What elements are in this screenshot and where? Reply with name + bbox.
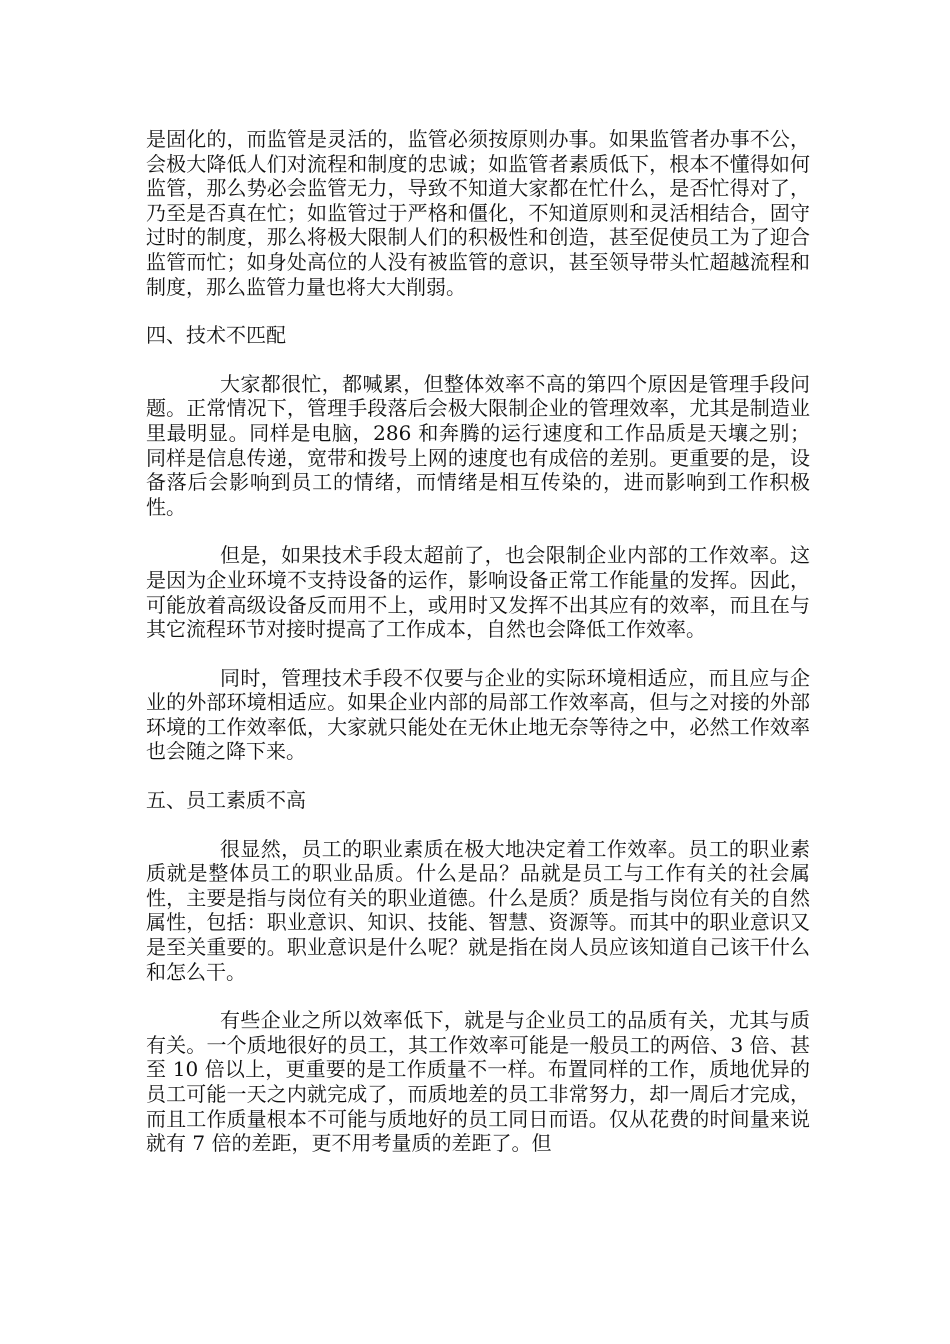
paragraph: 大家都很忙，都喊累，但整体效率不高的第四个原因是管理手段问题。正常情况下，管理手段落后会极大限制企业的管理效率，尤其是制造业里最明显。同样是电脑，286 和奔腾的运行速度和工作品质是天壤之别；同样是信息传递，宽带和拨号上网的速度也有成倍的差别。更重要的是，设备落后会影响到员工的情绪，而情绪是相互传染的，进而影响到工作积极性。 [146,371,810,519]
section-heading: 五、员工素质不高 [146,788,306,813]
paragraph: 是固化的，而监管是灵活的，监管必须按原则办事。如果监管者办事不公，会极大降低人们对流程和制度的忠诚；如监管者素质低下，根本不懂得如何监管，那么势必会监管无力，导致不知道大家都在忙什么，是否忙得对了，乃至是否真在忙；如监管过于严格和僵化，不知道原则和灵活相结合，固守过时的制度，那么将极大限制人们的积极性和创造，甚至促使员工为了迎合监管而忙；如身处高位的人没有被监管的意识，甚至领导带头忙超越流程和制度，那么监管力量也将大大削弱。 [146,127,810,299]
section-heading: 四、技术不匹配 [146,323,286,348]
paragraph: 同时，管理技术手段不仅要与企业的实际环境相适应，而且应与企业的外部环境相适应。如果企业内部的局部工作效率高，但与之对接的外部环境的工作效率低，大家就只能处在无休止地无奈等待之中，必然工作效率也会随之降下来。 [146,665,810,764]
paragraph: 但是，如果技术手段太超前了，也会限制企业内部的工作效率。这是因为企业环境不支持设备的运作，影响设备正常工作能量的发挥。因此，可能放着高级设备反而用不上，或用时又发挥不出其应有的效率，而且在与其它流程环节对接时提高了工作成本，自然也会降低工作效率。 [146,543,810,642]
paragraph: 很显然，员工的职业素质在极大地决定着工作效率。员工的职业素质就是整体员工的职业品质。什么是品？品就是员工与工作有关的社会属性，主要是指与岗位有关的职业道德。什么是质？质是指与岗位有关的自然属性，包括：职业意识、知识、技能、智慧、资源等。而其中的职业意识又是至关重要的。职业意识是什么呢？就是指在岗人员应该知道自己该干什么和怎么干。 [146,836,810,984]
paragraph: 有些企业之所以效率低下，就是与企业员工的品质有关，尤其与质有关。一个质地很好的员工，其工作效率可能是一般员工的两倍、3 倍、甚至 10 倍以上，更重要的是工作质量不一样。布置同样的工作，质地优异的员工可能一天之内就完成了，而质地差的员工非常努力，却一周后才完成，而且工作质量根本不可能与质地好的员工同日而语。仅从花费的时间量来说就有 7 倍的差距，更不用考量质的差距了。但 [146,1008,810,1156]
document-body [146,127,810,1180]
